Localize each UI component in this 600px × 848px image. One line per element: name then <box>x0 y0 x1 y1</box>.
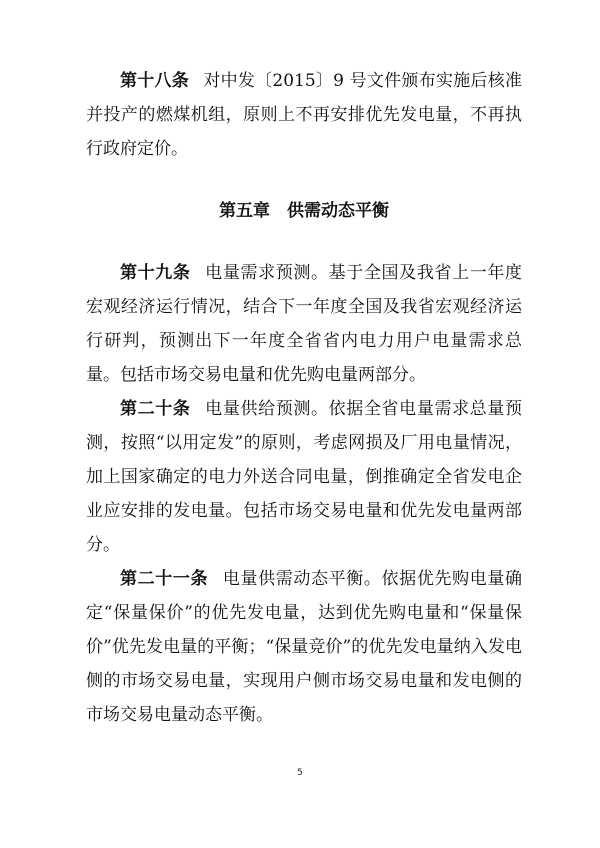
chapter-heading: 第五章 供需动态平衡 <box>219 201 389 221</box>
article-19-title: 第十九条 <box>120 263 191 283</box>
article-19-text: 电量需求预测。基于全国及我省上一年度宏观经济运行情况，结合下一年度全国及我省宏观经济运行研判，预测出下一年度全省省内电力用户电量需求总量。包括市场交易电量和优先购电量两部分。 <box>86 263 523 385</box>
article-19 <box>86 256 522 392</box>
article-20 <box>86 392 522 562</box>
article-18 <box>86 64 522 166</box>
article-18-title: 第十八条 <box>120 71 190 91</box>
article-21 <box>86 562 522 732</box>
page-number: 5 <box>297 768 303 778</box>
article-21-text: 电量供需动态平衡。依据优先购电量确定“保量保价”的优先发电量，达到优先购电量和“保量保价”优先发电量的平衡；“保量竞价”的优先发电量纳入发电侧的市场交易电量，实现用户侧市场交易电量和发电侧的市场交易电量动态平衡。 <box>86 569 523 725</box>
page-content <box>86 64 522 732</box>
article-21-title: 第二十一条 <box>120 569 209 589</box>
article-20-text: 电量供给预测。依据全省电量需求总量预测，按照“以用定发”的原则，考虑网损及厂用电量情况，加上国家确定的电力外送合同电量，倒推确定全省发电企业应安排的发电量。包括市场交易电量和优先发电量两部分。 <box>86 399 523 555</box>
article-20-title: 第二十条 <box>120 399 191 419</box>
article-18-text: 对中发〔2015〕9 号文件颁布实施后核准并投产的燃煤机组，原则上不再安排优先发电量，不再执行政府定价。 <box>86 71 523 159</box>
